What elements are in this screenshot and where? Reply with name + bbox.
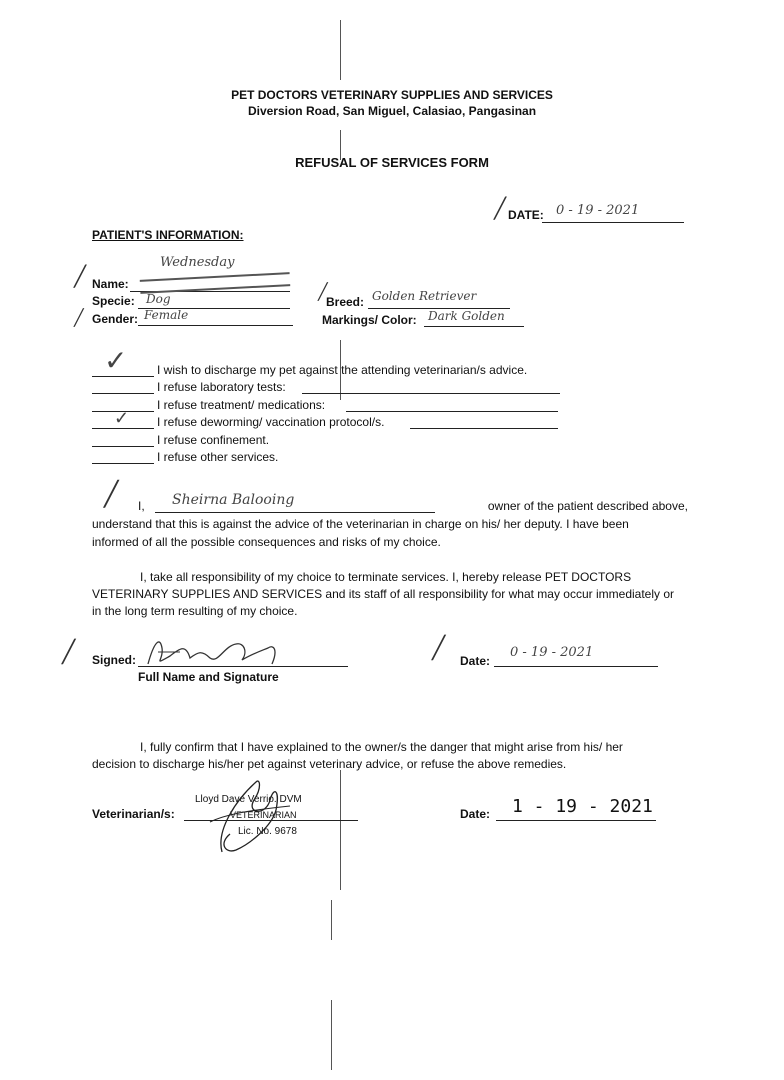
gender-label: Gender: <box>92 312 139 326</box>
specie-value: Dog <box>146 292 171 306</box>
vet-date-value: 1 - 19 - 2021 <box>512 796 653 817</box>
name-label: Name: <box>92 277 129 291</box>
markings-value: Dark Golden <box>428 309 505 323</box>
option-text: I wish to discharge my pet against the attending veterinarian/s advice. <box>157 363 528 377</box>
name-value: Wednesday <box>160 255 235 270</box>
check-mark-icon: ╱ <box>104 480 119 508</box>
breed-value: Golden Retriever <box>372 289 477 303</box>
option-text: I refuse confinement. <box>157 433 270 447</box>
owner-statement-line3: informed of all the possible consequences and risks of my choice. <box>92 535 441 549</box>
owner-statement-line1: owner of the patient described above, <box>487 499 688 513</box>
option-text: I refuse deworming/ vaccination protocol/s. <box>157 415 385 429</box>
date-label: DATE: <box>508 208 544 222</box>
veterinarian-label: Veterinarian/s: <box>92 807 175 821</box>
owner-statement-prefix: I, <box>138 499 145 513</box>
owner-signature <box>140 634 290 674</box>
responsibility-line2: VETERINARY SUPPLIES AND SERVICES and its staff of all responsibility for what may occur immediately or <box>92 587 675 601</box>
stamp-name: Lloyd Dave Verrio. DVM <box>195 794 302 805</box>
owner-date-value: 0 - 19 - 2021 <box>510 645 594 660</box>
gender-value: Female <box>144 308 189 322</box>
owner-date-label: Date: <box>460 654 491 668</box>
scan-artifact <box>331 900 332 940</box>
markings-line <box>424 326 524 327</box>
check-mark-icon: ╱ <box>74 308 84 327</box>
vet-confirm-line2: decision to discharge his/her pet against veterinary advice, or refuse the above remedies. <box>92 757 567 771</box>
signature-sublabel: Full Name and Signature <box>138 670 279 684</box>
owner-date-line <box>494 666 658 667</box>
patient-section-title: PATIENT'S INFORMATION: <box>92 228 244 242</box>
vet-date-label: Date: <box>460 807 491 821</box>
owner-name-value: Sheirna Balooing <box>172 492 295 508</box>
owner-name-line <box>155 512 435 513</box>
check-mark-icon: ╱ <box>494 196 507 220</box>
responsibility-line3: in the long term resulting of my choice. <box>92 604 298 618</box>
signed-label: Signed: <box>92 653 136 667</box>
breed-label: Breed: <box>326 295 365 309</box>
date-value: 0 - 19 - 2021 <box>556 203 640 218</box>
option-text: I refuse treatment/ medications: <box>157 398 326 412</box>
markings-label: Markings/ Color: <box>322 313 417 327</box>
vet-confirm-line1: I, fully confirm that I have explained to the owner/s the danger that might arise from his/ her <box>140 740 623 754</box>
specie-label: Specie: <box>92 294 135 308</box>
scan-artifact <box>340 20 341 80</box>
check-mark-icon: ╱ <box>432 636 446 661</box>
stamp-license: Lic. No. 9678 <box>238 826 297 837</box>
option-check-mark: ✓ <box>114 408 130 429</box>
option-check-mark: ✓ <box>104 344 128 377</box>
check-mark-icon: ╱ <box>318 282 328 301</box>
check-mark-icon: ╱ <box>62 640 76 665</box>
form-title: REFUSAL OF SERVICES FORM <box>295 155 489 170</box>
gender-line <box>138 325 293 326</box>
option-text: I refuse other services. <box>157 450 279 464</box>
option-text: I refuse laboratory tests: <box>157 380 286 394</box>
date-line <box>542 222 684 223</box>
vet-date-line <box>496 820 656 821</box>
check-mark-icon: ╱ <box>74 264 87 288</box>
vet-signature <box>196 770 306 860</box>
company-address: Diversion Road, San Miguel, Calasiao, Pangasinan <box>247 104 537 118</box>
owner-statement-line2: understand that this is against the advice of the veterinarian in charge on his/ her deputy. I have been <box>92 517 629 531</box>
stamp-title: VETERINARIAN <box>230 810 297 820</box>
responsibility-line1: I, take all responsibility of my choice to terminate services. I, hereby release PET DOCTORS <box>140 570 632 584</box>
scan-artifact <box>331 1000 332 1070</box>
company-name: PET DOCTORS VETERINARY SUPPLIES AND SERVICES <box>231 88 553 102</box>
